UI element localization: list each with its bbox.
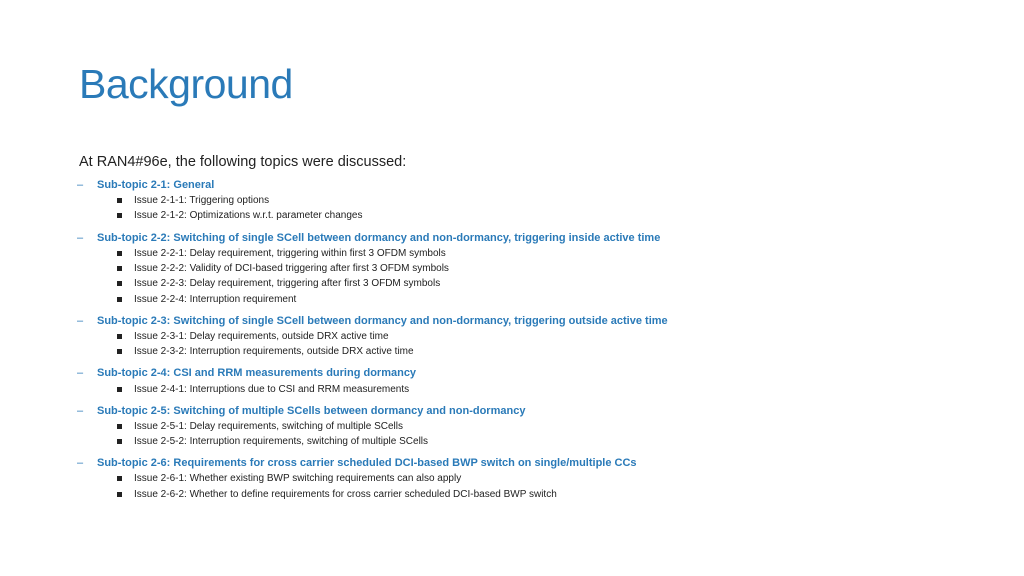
topic-list bbox=[77, 177, 977, 508]
list-item bbox=[77, 208, 977, 223]
list-item bbox=[77, 381, 977, 396]
subtopic-label: Sub-topic 2-6: Requirements for cross carrier scheduled DCI-based BWP switch on single/multiple CCs bbox=[97, 457, 637, 470]
issue-list bbox=[77, 246, 977, 307]
subtopic-heading bbox=[77, 230, 977, 246]
square-bullet-icon bbox=[117, 349, 122, 354]
square-bullet-icon bbox=[117, 297, 122, 302]
subtopic-block bbox=[77, 403, 977, 450]
issue-text: Issue 2-3-2: Interruption requirements, outside DRX active time bbox=[134, 346, 414, 358]
dash-bullet-icon: – bbox=[77, 179, 84, 191]
list-item bbox=[77, 276, 977, 291]
issue-text: Issue 2-1-1: Triggering options bbox=[134, 195, 270, 207]
issue-text: Issue 2-6-2: Whether to define requirements for cross carrier scheduled DCI-based BWP switch bbox=[134, 488, 557, 500]
subtopic-heading bbox=[77, 313, 977, 329]
dash-bullet-icon: – bbox=[77, 404, 84, 417]
issue-text: Issue 2-6-1: Whether existing BWP switching requirements can also apply bbox=[134, 473, 462, 485]
intro-text: At RAN4#96e, the following topics were discussed: bbox=[79, 154, 407, 170]
square-bullet-icon bbox=[117, 198, 122, 203]
issue-list bbox=[77, 419, 977, 450]
subtopic-label: Sub-topic 2-1: General bbox=[97, 179, 215, 191]
subtopic-block bbox=[77, 455, 977, 502]
subtopic-label: Sub-topic 2-4: CSI and RRM measurements during dormancy bbox=[97, 367, 417, 380]
square-bullet-icon bbox=[117, 266, 122, 271]
list-item bbox=[77, 329, 977, 344]
square-bullet-icon bbox=[117, 492, 122, 497]
subtopic-block bbox=[77, 177, 977, 224]
subtopic-block bbox=[77, 313, 977, 360]
dash-bullet-icon: – bbox=[77, 367, 84, 380]
issue-text: Issue 2-2-3: Delay requirement, triggering after first 3 OFDM symbols bbox=[134, 278, 441, 290]
square-bullet-icon bbox=[117, 281, 122, 286]
list-item bbox=[77, 291, 977, 306]
list-item bbox=[77, 261, 977, 276]
issue-list bbox=[77, 471, 977, 502]
list-item bbox=[77, 487, 977, 502]
square-bullet-icon bbox=[117, 251, 122, 256]
subtopic-heading bbox=[77, 403, 977, 419]
issue-text: Issue 2-5-1: Delay requirements, switching of multiple SCells bbox=[134, 420, 403, 432]
list-item bbox=[77, 419, 977, 434]
subtopic-label: Sub-topic 2-5: Switching of multiple SCells between dormancy and non-dormancy bbox=[97, 404, 526, 417]
issue-text: Issue 2-4-1: Interruptions due to CSI and RRM measurements bbox=[134, 383, 410, 395]
issue-text: Issue 2-2-1: Delay requirement, triggering within first 3 OFDM symbols bbox=[134, 247, 446, 259]
subtopic-label: Sub-topic 2-3: Switching of single SCell between dormancy and non-dormancy, triggering outside active time bbox=[97, 314, 668, 327]
list-item bbox=[77, 344, 977, 359]
subtopic-block bbox=[77, 365, 977, 396]
list-item bbox=[77, 434, 977, 449]
dash-bullet-icon: – bbox=[77, 457, 84, 470]
square-bullet-icon bbox=[117, 439, 122, 444]
square-bullet-icon bbox=[117, 334, 122, 339]
subtopic-heading bbox=[77, 455, 977, 471]
issue-text: Issue 2-3-1: Delay requirements, outside DRX active time bbox=[134, 330, 389, 342]
list-item bbox=[77, 246, 977, 261]
issue-text: Issue 2-1-2: Optimizations w.r.t. parameter changes bbox=[134, 210, 363, 222]
issue-text: Issue 2-5-2: Interruption requirements, switching of multiple SCells bbox=[134, 436, 429, 448]
issue-list bbox=[77, 193, 977, 224]
square-bullet-icon bbox=[117, 476, 122, 481]
dash-bullet-icon: – bbox=[77, 231, 84, 244]
dash-bullet-icon: – bbox=[77, 314, 84, 327]
square-bullet-icon bbox=[117, 387, 122, 392]
issue-list bbox=[77, 381, 977, 396]
page-title: Background bbox=[79, 61, 293, 107]
issue-list bbox=[77, 329, 977, 360]
list-item bbox=[77, 471, 977, 486]
subtopic-heading bbox=[77, 177, 977, 193]
subtopic-label: Sub-topic 2-2: Switching of single SCell between dormancy and non-dormancy, triggering inside active time bbox=[97, 231, 661, 244]
issue-text: Issue 2-2-4: Interruption requirement bbox=[134, 293, 297, 305]
issue-text: Issue 2-2-2: Validity of DCI-based triggering after first 3 OFDM symbols bbox=[134, 263, 449, 275]
subtopic-heading bbox=[77, 365, 977, 381]
square-bullet-icon bbox=[117, 424, 122, 429]
list-item bbox=[77, 193, 977, 208]
square-bullet-icon bbox=[117, 213, 122, 218]
subtopic-block bbox=[77, 230, 977, 307]
